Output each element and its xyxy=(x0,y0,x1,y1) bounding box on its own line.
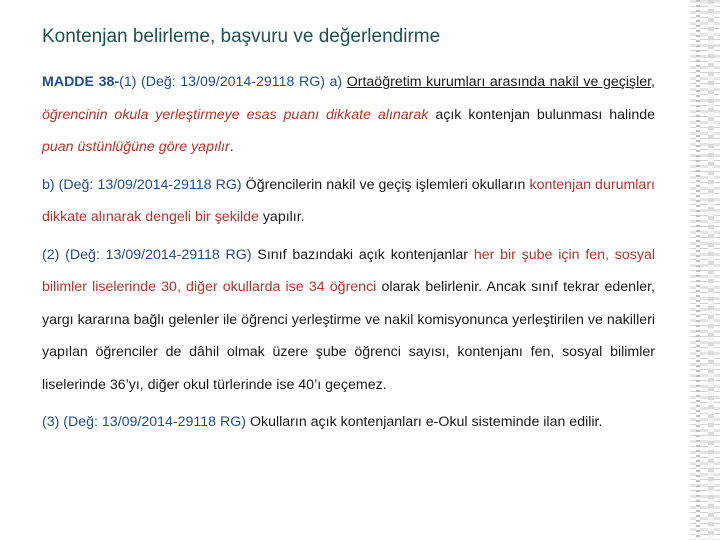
slide-title: Kontenjan belirleme, başvuru ve değerlendirme xyxy=(42,26,441,47)
paragraph-2 xyxy=(42,169,655,234)
text-span: Okulların açık kontenjanları e-Okul sisteminde ilan edilir. xyxy=(246,414,603,430)
text-span: olarak belirlenir. Ancak sınıf tekrar edenler, yargı kararına bağlı gelenler ile öğrenci yerleştirme ve nakil komisyonunca yerleştirilen ve nakilleri yapılan öğrenciler de dâhil olmak üzere şube öğrenci sayısı, kontenjanı fen, sosyal bilimler liselerinde 36’yı, diğer okul türlerinde ise 40’ı geçemez. xyxy=(42,279,655,393)
amendment-ref: b) (Değ: 13/09/2014-29118 RG) xyxy=(42,176,242,193)
paragraph-1 xyxy=(42,66,655,164)
text-span: . xyxy=(229,139,234,155)
underlined-text: Ortaöğretim kurumları arasında nakil ve geçişler, xyxy=(346,74,655,90)
decorative-border xyxy=(690,0,720,540)
highlighted-text: kontenjan durumları dikkate alınarak dengeli bir şekilde xyxy=(42,176,655,225)
text-span: yapılır. xyxy=(258,209,305,225)
paragraph-4 xyxy=(42,406,655,439)
paragraph-3 xyxy=(42,239,655,402)
amendment-ref: (1) (Değ: 13/09/2014-29118 RG) a) xyxy=(119,74,343,90)
text-span: Öğrencilerin nakil ve geçiş işlemleri okulların xyxy=(241,176,530,193)
highlighted-italic-text: puan üstünlüğüne göre yapılır xyxy=(42,139,230,155)
amendment-ref: (2) (Değ: 13/09/2014-29118 RG) xyxy=(42,246,252,263)
text-span: Sınıf bazındaki açık kontenjanlar xyxy=(251,246,474,263)
text-span: açık kontenjan bulunması halinde xyxy=(428,106,655,123)
article-label: MADDE 38- xyxy=(42,74,120,90)
highlighted-text: her bir şube için fen, sosyal bilimler liselerinde 30, diğer okullarda ise 34 öğrenci xyxy=(42,246,656,295)
slide-content xyxy=(42,66,655,444)
amendment-ref: (3) (Değ: 13/09/2014-29118 RG) xyxy=(42,414,246,430)
highlighted-italic-text: öğrencinin okula yerleştirmeye esas puanı dikkate alınarak xyxy=(42,106,429,123)
